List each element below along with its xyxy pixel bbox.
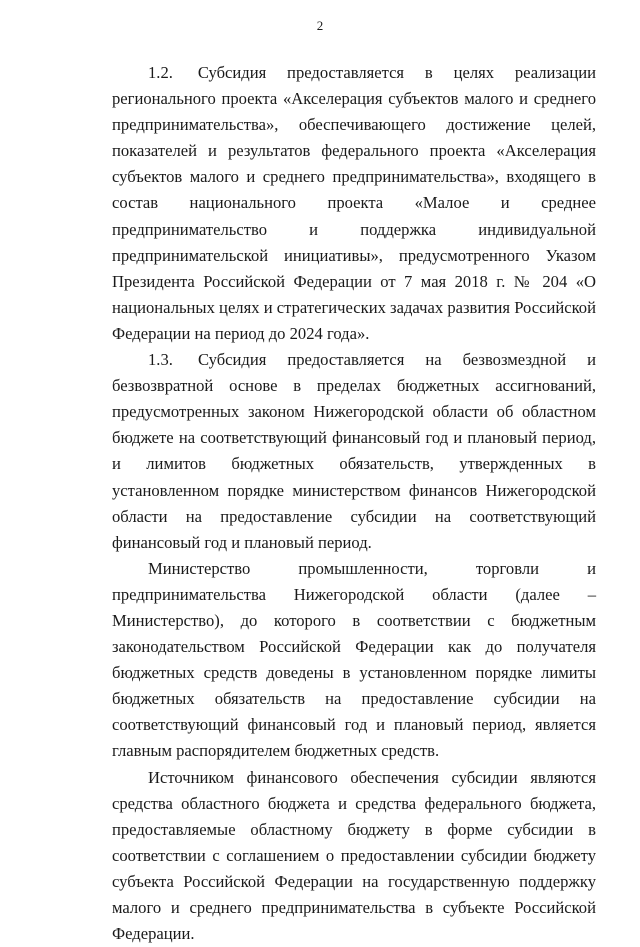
paragraph-number: 1.2. bbox=[148, 63, 173, 82]
paragraph-text: Министерство промышленности, торговли и предпринимательства Нижегородской области (далее – Министерство), до которого в соответствии с бюджетным законодательством Российской Федерации как до получателя бюджетных средств доведены в установленном порядке лимиты бюджетных обязательств на предоставление субсидии на соответствующий финансовый год и плановый период, является главным распорядителем бюджетных средств. bbox=[112, 558, 596, 761]
paragraph-funding-source bbox=[112, 765, 596, 947]
paragraph-number: 1.3. bbox=[148, 350, 173, 370]
paragraph-1-3 bbox=[112, 347, 596, 556]
paragraph-text: Субсидия предоставляется на безвозмездной и безвозвратной основе в пределах бюджетных ассигнований, предусмотренных законом Нижегородской области об областном бюджете на соответствующий финансовый год и плановый период, и лимитов бюджетных обязательств, утвержденных в установленном порядке министерством финансов Нижегородской области на предоставление субсидии на соответствующий финансовый год и плановый период. bbox=[112, 350, 596, 552]
page-number: 2 bbox=[316, 18, 324, 33]
paragraph-text: Источником финансового обеспечения субсидии являются средства областного бюджета и средства федерального бюджета, предоставляемые областному бюджету в форме субсидии в соответствии с соглашением о предоставлении субсидии бюджету субъекта Российской Федерации на государственную поддержку малого и среднего предпринимательства в субъекте Российской Федерации. bbox=[112, 767, 596, 944]
document-body bbox=[112, 60, 596, 947]
paragraph-text: Субсидия предоставляется в целях реализации регионального проекта «Акселерация субъектов малого и среднего предпринимательства», обеспечивающего достижение целей, показателей и результатов федерального проекта «Акселерация субъектов малого и среднего предпринимательства», входящего в состав национального проекта «Малое и среднее предпринимательство и поддержка индивидуальной предпринимательской инициативы», предусмотренного Указом Президента Российской Федерации от 7 мая 2018 г. № 204 «О национальных целях и стратегических задачах развития Российской Федерации на период до 2024 года». bbox=[112, 63, 596, 343]
paragraph-ministry bbox=[112, 556, 596, 765]
paragraph-1-2 bbox=[112, 60, 596, 347]
